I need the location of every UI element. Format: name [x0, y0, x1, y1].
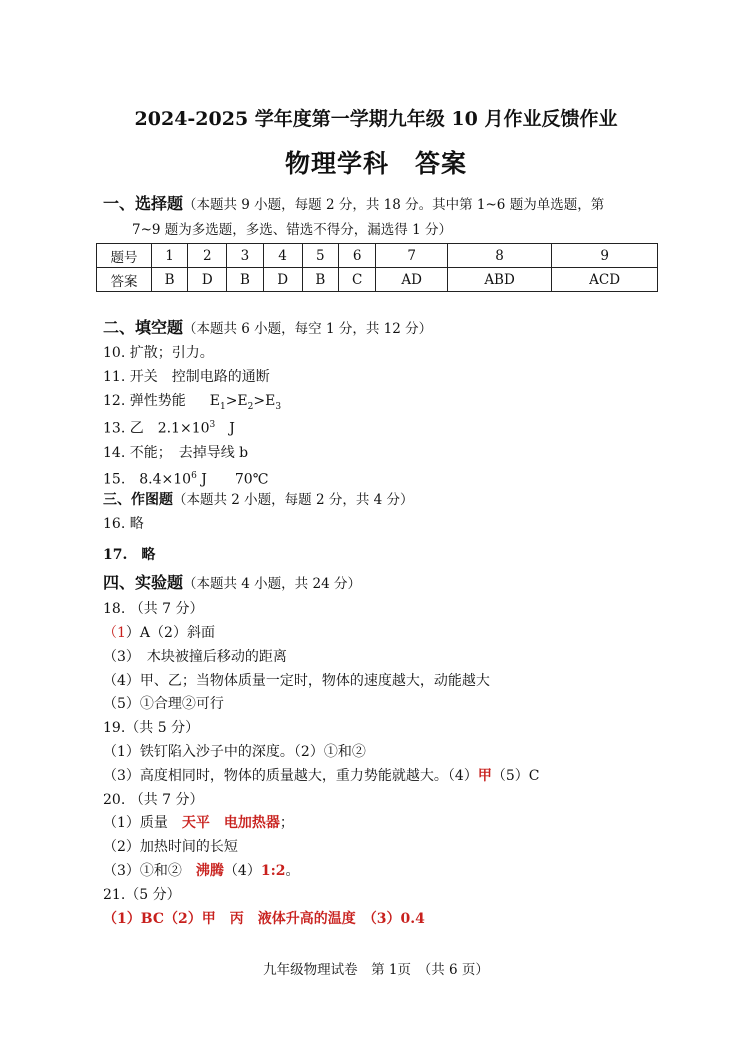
q20-line1-red: 天平 电加热器 [181, 815, 280, 831]
q19-line2-red: 甲 [477, 768, 492, 784]
q13-label: 13. 乙 2.1×10 [103, 420, 210, 437]
section4-header [103, 573, 361, 594]
q12-e1: E [209, 393, 220, 409]
table-row-answers [97, 268, 658, 292]
q20-line3-part-c: 。 [285, 863, 300, 879]
document-title: 2024-2025 学年度第一学期九年级 10 月作业反馈作业 [134, 108, 618, 130]
table-cell: AD [376, 268, 447, 292]
section2-header [103, 318, 432, 339]
table-cell: 6 [338, 244, 376, 268]
table-cell: 7 [376, 244, 447, 268]
q12-gt2: >E [253, 393, 276, 409]
section1-heading: 一、选择题 [103, 194, 184, 213]
q12-sub1: 1 [219, 401, 226, 412]
section3-heading: 三、作图题 [103, 492, 173, 508]
q18-line1 [103, 623, 215, 643]
table-row-label: 答案 [97, 268, 152, 292]
section3-note: （本题共 2 小题，每题 2 分，共 4 分） [173, 492, 414, 508]
choice-answer-table [96, 243, 658, 292]
section4-note: （本题共 4 小题，共 24 分） [183, 576, 361, 592]
table-cell: D [263, 268, 302, 292]
q15-temperature: 70℃ [234, 471, 269, 488]
table-cell: 4 [263, 244, 302, 268]
table-cell: 8 [447, 244, 551, 268]
table-row-numbers [97, 244, 658, 268]
answer-q15 [103, 466, 268, 490]
section1-line1 [103, 194, 604, 215]
section2-heading: 二、填空题 [103, 318, 184, 337]
section1-note-line2: 7~9 题为多选题，多选、错选不得分，漏选得 1 分） [132, 222, 452, 238]
q20-line3 [103, 861, 300, 881]
q19-heading: 19.（共 5 分） [103, 720, 200, 736]
q20-line1 [103, 813, 294, 833]
q20-line1-part-a: （1）质量 [103, 815, 182, 831]
answer-q13 [103, 415, 235, 439]
section2-note: （本题共 6 小题，每空 1 分，共 12 分） [183, 321, 433, 337]
q15-unit: J [196, 471, 207, 488]
q20-line3-part-a: （3）①和② [103, 863, 196, 879]
table-cell: B [302, 268, 338, 292]
answer-q11: 11. 开关 控制电路的通断 [103, 369, 270, 385]
q18-heading: 18. （共 7 分） [103, 601, 204, 617]
q18-line1-rest: ）A（2）斜面 [125, 625, 215, 641]
q19-line1: （1）铁钉陷入沙子中的深度。（2）①和② [103, 744, 366, 760]
q12-label: 12. 弹性势能 [103, 393, 186, 409]
q18-line1-num: 1 [117, 625, 126, 641]
table-cell: 3 [227, 244, 263, 268]
section1-note-line1: （本题共 9 小题，每题 2 分，共 18 分。其中第 1~6 题为单选题，第 [183, 197, 605, 213]
q13-exponent: 3 [209, 420, 216, 430]
answer-q10: 10. 扩散；引力。 [103, 345, 214, 361]
q12-sub2: 2 [247, 401, 254, 412]
table-cell: C [338, 268, 376, 292]
q18-line4: （5）①合理②可行 [103, 696, 224, 712]
q21-line1: （1）BC（2）甲 丙 液体升高的温度 （3）0.4 [103, 911, 425, 927]
q20-line1-part-b: ； [279, 815, 294, 831]
answer-q17: 17. 略 [103, 547, 156, 563]
q19-line2 [103, 766, 539, 786]
table-cell: ACD [552, 268, 658, 292]
q20-line2: （2）加热时间的长短 [103, 839, 238, 855]
q18-line3: （4）甲、乙；当物体质量一定时，物体的速度越大，动能越大 [103, 673, 490, 689]
q19-line2-part-a: （3）高度相同时，物体的质量越大，重力势能就越大。（4） [103, 768, 478, 784]
table-cell: 1 [152, 244, 188, 268]
table-cell: 9 [552, 244, 658, 268]
q15-label: 15. 8.4×10 [103, 471, 192, 488]
answer-q16: 16. 略 [103, 516, 144, 532]
answer-q14: 14. 不能； 去掉导线 b [103, 445, 249, 461]
table-cell: 2 [188, 244, 227, 268]
page-footer: 九年级物理试卷 第 1页 （共 6 页） [263, 962, 489, 978]
table-cell: 5 [302, 244, 338, 268]
answer-q12 [103, 391, 281, 417]
table-row-label: 题号 [97, 244, 152, 268]
q15-exponent: 6 [191, 471, 197, 481]
table-cell: D [188, 268, 227, 292]
q20-heading: 20. （共 7 分） [103, 792, 204, 808]
q13-unit: J [215, 420, 235, 437]
table-cell: B [152, 268, 188, 292]
q12-sub3: 3 [275, 401, 282, 412]
document-subtitle: 物理学科 答案 [284, 149, 467, 178]
table-cell: ABD [447, 268, 551, 292]
q12-gt1: >E [225, 393, 248, 409]
section3-header [103, 490, 414, 510]
q18-line1-open: （ [103, 625, 117, 641]
q18-line2: （3） 木块被撞后移动的距离 [103, 649, 287, 665]
section4-heading: 四、实验题 [103, 573, 184, 592]
table-cell: B [227, 268, 263, 292]
q20-line3-red1: 沸腾 [195, 863, 224, 879]
q21-heading: 21.（5 分） [103, 887, 181, 903]
q19-line2-part-b: （5）C [491, 768, 540, 784]
q20-line3-red2: 1:2 [260, 863, 286, 879]
q20-line3-part-b: （4） [223, 863, 261, 879]
